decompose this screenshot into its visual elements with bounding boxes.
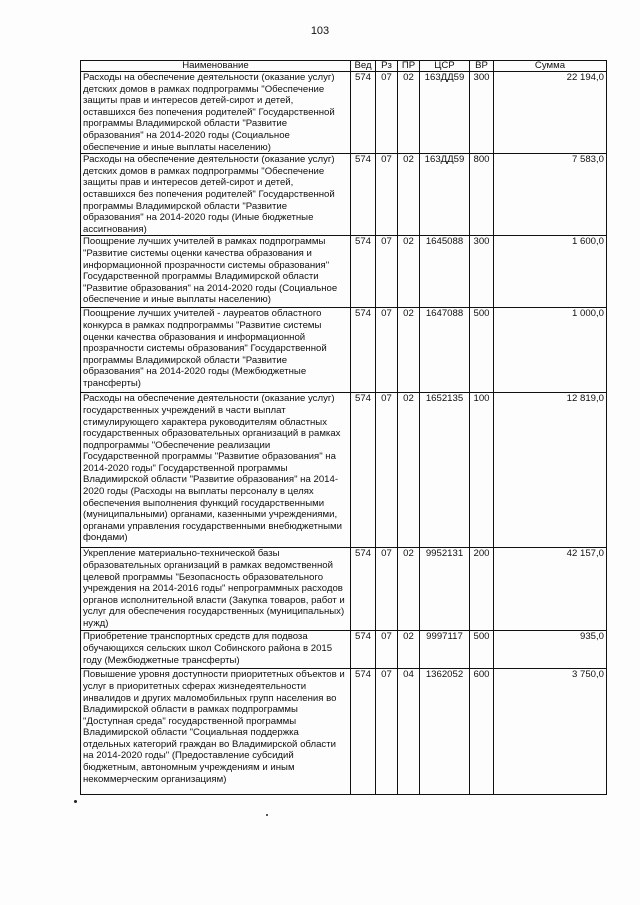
row-name: Укрепление материально-технической базы образовательных организаций в рамках ведомственной целевой программы "Безопасность образовательного учреждения на 2014-2016 годы" непрограммных расходов органов исполнительной власти (Закупка товаров, работ и услуг для обеспечения государственных (муниципальных) нужд) [81, 548, 351, 631]
header-ved: Вед [351, 61, 376, 72]
row-vr: 800 [470, 154, 494, 236]
row-sum: 42 157,0 [494, 548, 607, 631]
row-pr: 04 [398, 669, 420, 795]
row-csr: 1362052 [420, 669, 470, 795]
row-pr: 02 [398, 393, 420, 548]
row-csr: 1645088 [420, 236, 470, 308]
row-ved: 574 [351, 393, 376, 548]
table-row [81, 236, 607, 308]
row-vr: 500 [470, 631, 494, 669]
row-csr: 1652135 [420, 393, 470, 548]
row-rz: 07 [376, 154, 398, 236]
header-vr: ВР [470, 61, 494, 72]
row-csr: 9952131 [420, 548, 470, 631]
row-vr: 300 [470, 236, 494, 308]
row-name: Расходы на обеспечение деятельности (оказание услуг) детских домов в рамках подпрограммы "Обеспечение защиты прав и интересов детей-сирот и детей, оставшихся без попечения родителей" Государственной программы Владимирской области "Развитие образования" на 2014-2020 годы (Социальное обеспечение и иные выплаты населению) [81, 72, 351, 154]
header-sum: Сумма [494, 61, 607, 72]
row-ved: 574 [351, 548, 376, 631]
row-vr: 600 [470, 669, 494, 795]
row-name: Повышение уровня доступности приоритетных объектов и услуг в приоритетных сферах жизнедеятельности инвалидов и других маломобильных групп населения во Владимирской области в рамках подпрограммы "Доступная среда" государственной программы Владимирской области "Социальная поддержка отдельных категорий граждан во Владимирской области на 2014-2020 годы" (Предоставление субсидий бюджетным, автономным учреждениям и иным некоммерческим организациям) [81, 669, 351, 795]
table-row [81, 669, 607, 795]
row-vr: 300 [470, 72, 494, 154]
row-rz: 07 [376, 548, 398, 631]
row-sum: 22 194,0 [494, 72, 607, 154]
row-rz: 07 [376, 669, 398, 795]
row-name: Поощрение лучших учителей - лауреатов областного конкурса в рамках подпрограммы "Развитие системы оценки качества образования и информационной прозрачности системы образования" Государственной программы Владимирской области "Развитие образования" на 2014-2020 годы (Межбюджетные трансферты) [81, 308, 351, 393]
scan-speck [74, 800, 77, 803]
row-sum: 1 000,0 [494, 308, 607, 393]
row-sum: 7 583,0 [494, 154, 607, 236]
row-ved: 574 [351, 236, 376, 308]
row-ved: 574 [351, 669, 376, 795]
row-vr: 100 [470, 393, 494, 548]
header-csr: ЦСР [420, 61, 470, 72]
row-vr: 500 [470, 308, 494, 393]
budget-table [80, 60, 607, 795]
row-rz: 07 [376, 72, 398, 154]
table-row [81, 393, 607, 548]
header-name: Наименование [81, 61, 351, 72]
row-sum: 12 819,0 [494, 393, 607, 548]
row-sum: 3 750,0 [494, 669, 607, 795]
row-rz: 07 [376, 631, 398, 669]
row-rz: 07 [376, 308, 398, 393]
row-csr: 9997117 [420, 631, 470, 669]
row-rz: 07 [376, 393, 398, 548]
row-ved: 574 [351, 72, 376, 154]
table-row [81, 308, 607, 393]
table-row [81, 154, 607, 236]
row-pr: 02 [398, 154, 420, 236]
row-csr: 1647088 [420, 308, 470, 393]
table-row [81, 548, 607, 631]
header-rz: Рз [376, 61, 398, 72]
row-ved: 574 [351, 154, 376, 236]
row-pr: 02 [398, 72, 420, 154]
scan-speck [266, 814, 268, 816]
row-csr: 163ДД59 [420, 154, 470, 236]
table-row [81, 631, 607, 669]
row-rz: 07 [376, 236, 398, 308]
row-pr: 02 [398, 548, 420, 631]
row-pr: 02 [398, 236, 420, 308]
row-ved: 574 [351, 308, 376, 393]
row-name: Расходы на обеспечение деятельности (оказание услуг) государственных учреждений в части выплат стимулирующего характера руководителям областных государственных образовательных организаций в рамках подпрограммы "Обеспечение реализации Государственной программы "Развитие образования" на 2014-2020 годы" Государственной программы Владимирской области "Развитие образования" на 2014-2020 годы (Расходы на выплаты персоналу в целях обеспечения выполнения функций государственными (муниципальными) органами, казенными учреждениями, органами управления государственными внебюджетными фондами) [81, 393, 351, 548]
row-pr: 02 [398, 631, 420, 669]
page-number: 103 [310, 25, 330, 37]
row-ved: 574 [351, 631, 376, 669]
row-vr: 200 [470, 548, 494, 631]
row-pr: 02 [398, 308, 420, 393]
row-sum: 935,0 [494, 631, 607, 669]
row-name: Поощрение лучших учителей в рамках подпрограммы "Развитие системы оценки качества образования и информационной прозрачности системы образования" Государственной программы Владимирской области "Развитие образования" на 2014-2020 годы (Социальное обеспечение и иные выплаты населению) [81, 236, 351, 308]
table-header-row [81, 61, 607, 72]
row-name: Приобретение транспортных средств для подвоза обучающихся сельских школ Собинского района в 2015 году (Межбюджетные трансферты) [81, 631, 351, 669]
table-row [81, 72, 607, 154]
row-name: Расходы на обеспечение деятельности (оказание услуг) детских домов в рамках подпрограммы "Обеспечение защиты прав и интересов детей-сирот и детей, оставшихся без попечения родителей" Государственной программы Владимирской области "Развитие образования" на 2014-2020 годы (Иные бюджетные ассигнования) [81, 154, 351, 236]
header-pr: ПР [398, 61, 420, 72]
row-csr: 163ДД59 [420, 72, 470, 154]
row-sum: 1 600,0 [494, 236, 607, 308]
